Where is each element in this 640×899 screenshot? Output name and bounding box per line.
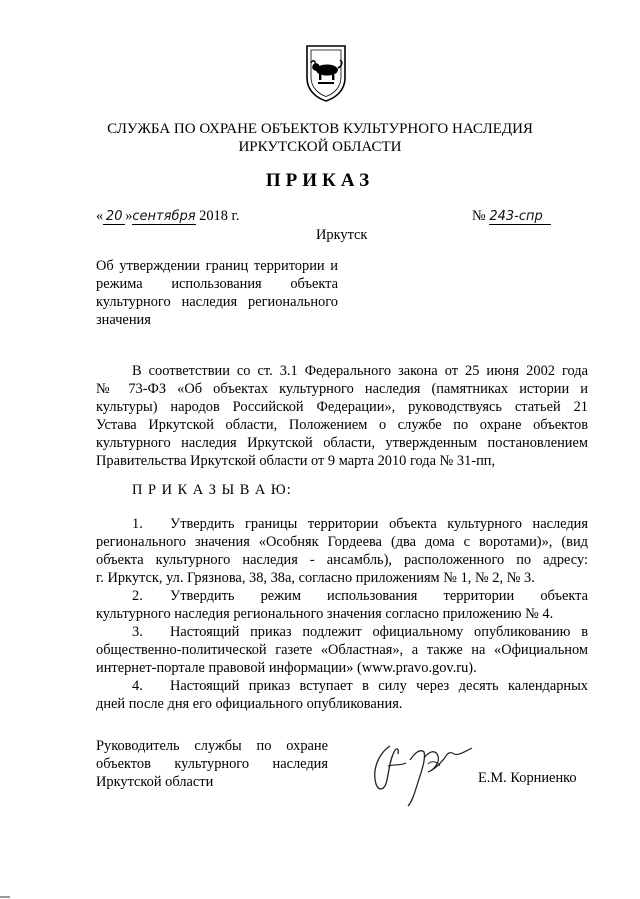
signer-position-line-1: Руководитель службы по охране	[96, 738, 328, 754]
item-3-number: 3.	[132, 624, 143, 640]
preamble-line-6: Правительства Иркутской области от 9 марта 2010 года № 31-пп,	[96, 453, 496, 469]
item-4-line-1: Настоящий приказ вступает в силу через десять календарных	[170, 678, 588, 694]
number-value: 243-спр	[489, 210, 551, 225]
preamble-line-3: культуры) народов Российской Федерации», руководствуясь статьей 21	[96, 399, 588, 415]
item-4-number: 4.	[132, 678, 143, 694]
item-3-line-3: интернет-портале правовой информации» (www.pravo.gov.ru).	[96, 660, 477, 676]
item-1-line-3: объекта культурного наследия - ансамбль), расположенного по адресу:	[96, 552, 588, 568]
item-2-number: 2.	[132, 588, 143, 604]
number-label: №	[472, 208, 486, 224]
item-2-line-2: культурного наследия регионального значения согласно приложению № 4.	[96, 606, 554, 622]
date-year: 2018 г.	[199, 208, 240, 224]
item-3-line-2: общественно-политической газете «Областная», а также на «Официальном	[96, 642, 588, 658]
signer-position-line-2: объектов культурного наследия	[96, 756, 328, 772]
item-1-line-1: Утвердить границы территории объекта культурного наследия	[170, 516, 588, 532]
document-subject: Об утверждении границ территории и режима использования объекта культурного наследия регионального значения	[96, 258, 338, 328]
irkutsk-emblem-icon	[304, 44, 348, 102]
date-month: сентября	[132, 209, 196, 224]
item-1-number: 1.	[132, 516, 143, 532]
preamble-line-2: № 73-ФЗ «Об объектах культурного наследия (памятниках истории и	[96, 381, 588, 397]
document-city: Иркутск	[316, 227, 368, 243]
document-number	[472, 207, 551, 225]
item-3-line-1: Настоящий приказ подлежит официальному опубликованию в	[170, 624, 588, 640]
org-name-line1: СЛУЖБА ПО ОХРАНЕ ОБЪЕКТОВ КУЛЬТУРНОГО НАСЛЕДИЯ	[107, 121, 533, 137]
preamble-line-4: Устава Иркутской области, Положением о службе по охране объектов	[96, 417, 588, 433]
date-day: 20	[103, 210, 125, 225]
preamble-line-1: В соответствии со ст. 3.1 Федерального закона от 25 июня 2002 года	[132, 363, 588, 379]
item-4-line-2: дней после дня его официального опубликования.	[96, 696, 403, 712]
preamble-line-5: культурного наследия Иркутской области, утвержденным постановлением	[96, 435, 588, 451]
org-name-line2: ИРКУТСКОЙ ОБЛАСТИ	[238, 139, 402, 155]
date-open-quote: «	[96, 208, 104, 224]
signer-name: Е.М. Корниенко	[478, 770, 577, 786]
item-2-line-1: Утвердить режим использования территории объекта	[170, 588, 588, 604]
item-1-line-2: регионального значения «Особняк Гордеева (два дома с воротами)», (вид	[96, 534, 588, 550]
signer-position-line-3: Иркутской области	[96, 774, 214, 790]
date-close-quote: »	[125, 208, 133, 224]
handwritten-signature	[368, 730, 478, 812]
scan-edge-mark	[0, 896, 10, 898]
item-1-line-4: г. Иркутск, ул. Грязнова, 38, 38а, согласно приложениям № 1, № 2, № 3.	[96, 570, 535, 586]
document-date	[96, 207, 239, 225]
document-title: ПРИКАЗ	[265, 170, 375, 191]
order-word: П Р И К А З Ы В А Ю:	[132, 482, 292, 498]
